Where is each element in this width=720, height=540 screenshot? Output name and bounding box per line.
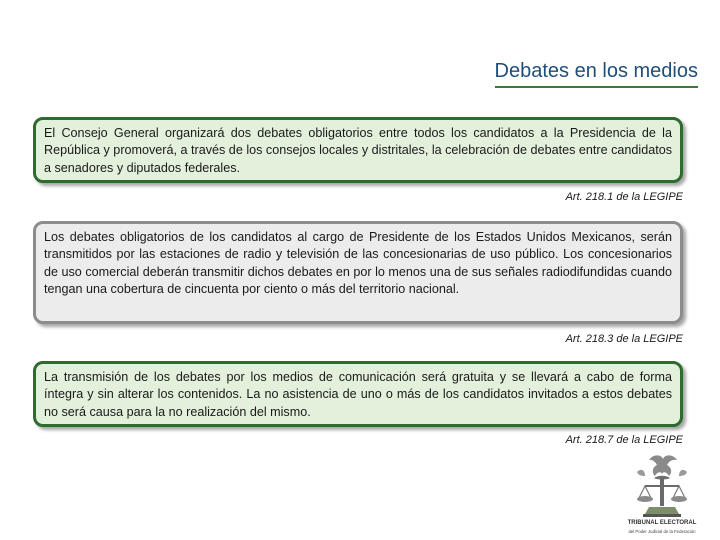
citation-art-218-1: Art. 218.1 de la LEGIPE [565, 191, 683, 203]
slide-title: Debates en los medios [495, 60, 698, 88]
citation-art-218-7: Art. 218.7 de la LEGIPE [565, 434, 683, 446]
text-box-body: El Consejo General organizará dos debates obligatorios entre todos los candidatos a la Presidencia de la República y promoverá, a través de los consejos locales y distritales, la celebración de debates entre candidatos a senadores y diputados federales. [44, 126, 672, 175]
text-box-body: La transmisión de los debates por los medios de comunicación será gratuita y se llevará a cabo de forma íntegra y sin alterar los contenidos. La no asistencia de uno o más de los candidatos invitados a estos debates no será causa para la no realización del mismo. [44, 370, 672, 419]
logo-name: TRIBUNAL ELECTORAL [627, 520, 697, 526]
tribunal-electoral-logo [627, 452, 697, 538]
text-box-debates-obligatorios [33, 117, 683, 183]
logo-subtitle: del Poder Judicial de la Federación [628, 529, 696, 534]
tribunal-electoral-seal-icon [627, 452, 697, 520]
text-box-body: Los debates obligatorios de los candidatos al cargo de Presidente de los Estados Unidos Mexicanos, serán transmitidos por las estaciones de radio y televisión de las concesionarias de uso público. Los concesionarios de uso comercial deberán transmitir dichos debates en por lo menos una de sus señales radiodifundidas cuando tengan una cobertura de cincuenta por ciento o más del territorio nacional. [44, 230, 672, 296]
citation-art-218-3: Art. 218.3 de la LEGIPE [565, 333, 683, 345]
text-box-transmision-estaciones [33, 221, 683, 324]
text-box-transmision-gratuita [33, 361, 683, 427]
